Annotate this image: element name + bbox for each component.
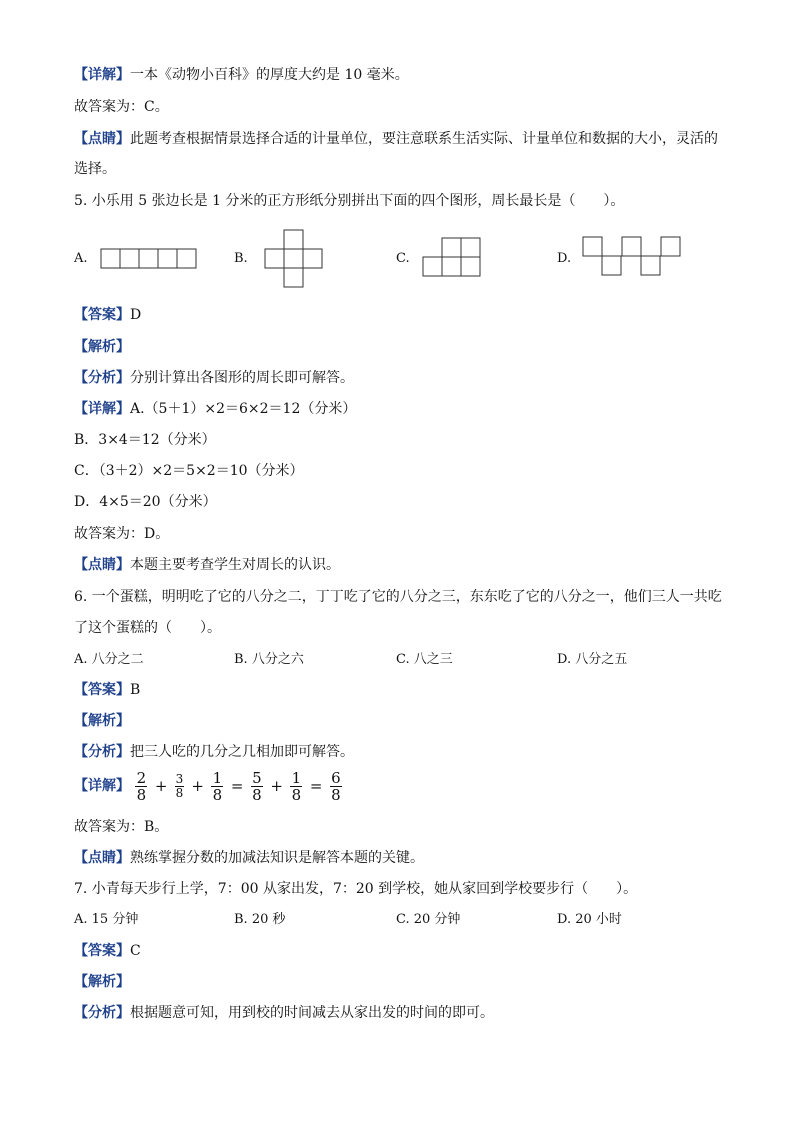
comment-tag: 【点睛】 xyxy=(74,850,130,866)
q7-option-a: A. 15 分钟 xyxy=(74,912,139,927)
plus-sign: + xyxy=(191,777,204,795)
q4-detail-line xyxy=(74,66,409,84)
q6-option-a: A. 八分之二 xyxy=(74,652,144,667)
q5-fenxi-line xyxy=(74,369,354,387)
q5-option-c-label: C. xyxy=(396,251,410,266)
q5-option-d-label: D. xyxy=(557,251,572,266)
q7-stem: 7. 小青每天步行上学，7：00 从家出发，7：20 到学校，她从家回到学校要步行（ ）。 xyxy=(74,881,638,897)
q5-option-a-label: A. xyxy=(74,251,88,266)
q6-option-c: C. 八之三 xyxy=(396,652,453,667)
comment-text: 熟练掌握分数的加减法知识是解答本题的关键。 xyxy=(130,850,424,866)
answer-value: C xyxy=(130,943,141,959)
fraction: $\frac{3}{8}$ xyxy=(175,771,184,800)
q7-option-b: B. 20 秒 xyxy=(234,912,286,927)
q5-detail-b: B．3×4＝12（分米） xyxy=(74,432,216,448)
q6-option-b: B. 八分之六 xyxy=(234,652,304,667)
q7-fenxi-line xyxy=(74,1004,494,1022)
fenxi-text: 分别计算出各图形的周长即可解答。 xyxy=(130,370,354,386)
fraction: $\frac{5}{8}$ xyxy=(252,768,262,804)
q6-comment-line xyxy=(74,849,424,867)
answer-tag: 【答案】 xyxy=(74,307,130,323)
comment-text: 此题考查根据情景选择合适的计量单位，要注意联系生活实际、计量单位和数据的大小，灵活的 xyxy=(130,131,718,147)
analysis-tag: 【解析】 xyxy=(74,339,130,355)
q6-detail-equation xyxy=(74,768,343,804)
answer-value: B xyxy=(130,682,141,698)
answer-value: D xyxy=(130,307,142,323)
equals-sign: = xyxy=(309,777,323,795)
q5-answer-line xyxy=(74,306,141,324)
q5-figure-c xyxy=(421,237,483,279)
q7-analysis-line xyxy=(74,973,130,991)
q5-analysis-line xyxy=(74,338,130,356)
comment-tag: 【点睛】 xyxy=(74,557,130,573)
fenxi-tag: 【分析】 xyxy=(74,1005,130,1021)
q6-fenxi-line xyxy=(74,743,354,761)
fenxi-text: 根据题意可知，用到校的时间减去从家出发的时间的即可。 xyxy=(130,1005,494,1021)
q5-detail-c: C．（3＋2）×2＝5×2＝10（分米） xyxy=(74,463,304,479)
q5-comment-line xyxy=(74,556,340,574)
detail-tag: 【详解】 xyxy=(74,67,130,83)
q5-final: 故答案为：D。 xyxy=(74,526,170,542)
detail-tag: 【详解】 xyxy=(74,778,130,794)
detail-text: 一本《动物小百科》的厚度大约是 10 毫米。 xyxy=(130,67,409,83)
comment-text: 本题主要考查学生对周长的认识。 xyxy=(130,557,340,573)
q5-detail-a xyxy=(74,400,356,418)
analysis-tag: 【解析】 xyxy=(74,974,130,990)
analysis-tag: 【解析】 xyxy=(74,713,130,729)
answer-tag: 【答案】 xyxy=(74,943,130,959)
fenxi-text: 把三人吃的几分之几相加即可解答。 xyxy=(130,744,354,760)
q6-stem-line1: 6. 一个蛋糕，明明吃了它的八分之二，丁丁吃了它的八分之三，东东吃了它的八分之一，他们三人一共吃 xyxy=(74,589,722,605)
detail-text: A.（5＋1）×2＝6×2＝12（分米） xyxy=(130,401,357,417)
fraction: $\frac{1}{8}$ xyxy=(291,768,302,804)
q5-figure-b xyxy=(263,229,325,289)
equals-sign: = xyxy=(230,777,244,795)
fraction: $\frac{6}{8}$ xyxy=(331,768,341,804)
detail-tag: 【详解】 xyxy=(74,401,130,417)
q6-answer-line xyxy=(74,681,140,699)
q6-option-d: D. 八分之五 xyxy=(557,652,628,667)
q7-option-d: D. 20 小时 xyxy=(557,912,622,927)
q6-analysis-line xyxy=(74,712,130,730)
q5-figure-d xyxy=(582,236,684,278)
q4-comment-cont: 选择。 xyxy=(74,161,116,177)
answer-tag: 【答案】 xyxy=(74,682,130,698)
q4-answer-line: 故答案为：C。 xyxy=(74,99,169,115)
plus-sign: + xyxy=(270,777,283,795)
fenxi-tag: 【分析】 xyxy=(74,744,130,760)
q6-final: 故答案为：B。 xyxy=(74,819,169,835)
q5-option-b-label: B. xyxy=(234,251,248,266)
q5-stem: 5. 小乐用 5 张边长是 1 分米的正方形纸分别拼出下面的四个图形，周长最长是（ ）。 xyxy=(74,193,625,209)
fraction: $\frac{2}{8}$ xyxy=(136,768,147,804)
q4-comment-line xyxy=(74,130,718,148)
q5-detail-d: D．4×5＝20（分米） xyxy=(74,494,217,510)
fenxi-tag: 【分析】 xyxy=(74,370,130,386)
fraction: $\frac{1}{8}$ xyxy=(212,768,223,804)
q7-answer-line xyxy=(74,942,141,960)
q7-option-c: C. 20 分钟 xyxy=(396,912,461,927)
plus-sign: + xyxy=(154,777,168,795)
comment-tag: 【点睛】 xyxy=(74,131,130,147)
q6-stem-line2: 了这个蛋糕的（ ）。 xyxy=(74,620,221,636)
q5-figure-a xyxy=(100,248,198,270)
